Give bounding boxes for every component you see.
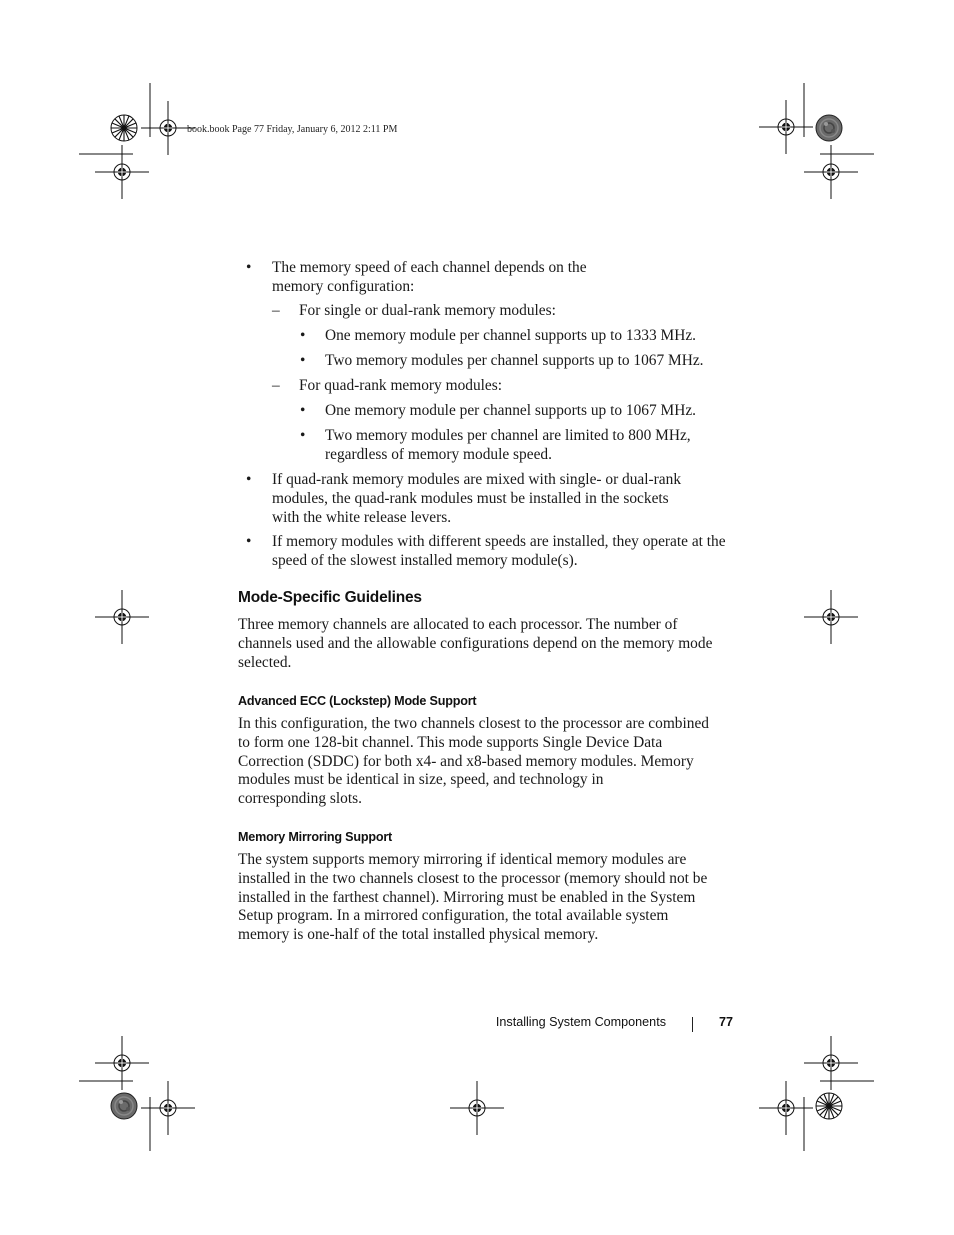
- subsection-heading: Advanced ECC (Lockstep) Mode Support: [238, 694, 477, 708]
- bullet-mark: •: [246, 259, 252, 276]
- paragraph-line: Setup program. In a mirrored configuration, the total available system: [238, 907, 669, 925]
- paragraph-line: memory is one-half of the total installed physical memory.: [238, 926, 599, 944]
- bullet-mark: •: [246, 471, 252, 488]
- sub-list-item-text: For quad-rank memory modules:: [299, 377, 503, 394]
- paragraph-line: installed in the farthest channel). Mirroring must be enabled in the System: [238, 888, 696, 906]
- bullet-mark: •: [300, 352, 306, 369]
- dash-mark: –: [272, 302, 280, 319]
- paragraph-line: modules must be identical in size, speed, and technology in: [238, 771, 604, 789]
- list-item-line: If memory modules with different speeds are installed, they operate at the: [272, 533, 726, 550]
- bullet-mark: •: [300, 427, 306, 444]
- list-item-line: If quad-rank memory modules are mixed with single- or dual-rank: [272, 471, 682, 488]
- dash-mark: –: [272, 377, 280, 394]
- slug-line: book.book Page 77 Friday, January 6, 2012 2:11 PM: [187, 124, 398, 135]
- paragraph-line: Three memory channels are allocated to each processor. The number of: [238, 616, 678, 633]
- paragraph-line: selected.: [238, 653, 292, 671]
- list-item-line: One memory module per channel supports up to 1333 MHz.: [325, 327, 697, 344]
- list-item-line: speed of the slowest installed memory module(s).: [272, 551, 578, 569]
- list-item-line: with the white release levers.: [272, 508, 452, 526]
- list-item-line: The memory speed of each channel depends on the: [272, 259, 587, 276]
- paragraph-line: In this configuration, the two channels closest to the processor are combined: [238, 715, 709, 732]
- bullet-mark: •: [300, 327, 306, 344]
- list-item-line: regardless of memory module speed.: [325, 445, 552, 463]
- footer-divider: [692, 1017, 693, 1032]
- subsection-heading: Memory Mirroring Support: [238, 830, 393, 844]
- footer-section-title: Installing System Components: [495, 1015, 666, 1029]
- bullet-mark: •: [246, 533, 252, 550]
- bullet-mark: •: [300, 402, 306, 419]
- paragraph-line: The system supports memory mirroring if identical memory modules are: [238, 851, 687, 868]
- page-number: 77: [718, 1015, 733, 1029]
- list-item-line: Two memory modules per channel supports up to 1067 MHz.: [325, 352, 704, 369]
- list-item-line: Two memory modules per channel are limited to 800 MHz,: [325, 427, 691, 444]
- paragraph-line: channels used and the allowable configurations depend on the memory mode: [238, 634, 713, 652]
- section-heading: Mode-Specific Guidelines: [238, 589, 422, 606]
- list-item-line: modules, the quad-rank modules must be installed in the sockets: [272, 489, 669, 507]
- paragraph-line: Correction (SDDC) for both x4- and x8-based memory modules. Memory: [238, 752, 694, 770]
- paragraph-line: installed in the two channels closest to the processor (memory should not be: [238, 869, 708, 887]
- list-item-line: One memory module per channel supports up to 1067 MHz.: [325, 402, 697, 419]
- list-item-line: memory configuration:: [272, 277, 415, 295]
- paragraph-line: corresponding slots.: [238, 790, 362, 808]
- paragraph-line: to form one 128-bit channel. This mode supports Single Device Data: [238, 733, 663, 751]
- sub-list-item-text: For single or dual-rank memory modules:: [299, 302, 556, 319]
